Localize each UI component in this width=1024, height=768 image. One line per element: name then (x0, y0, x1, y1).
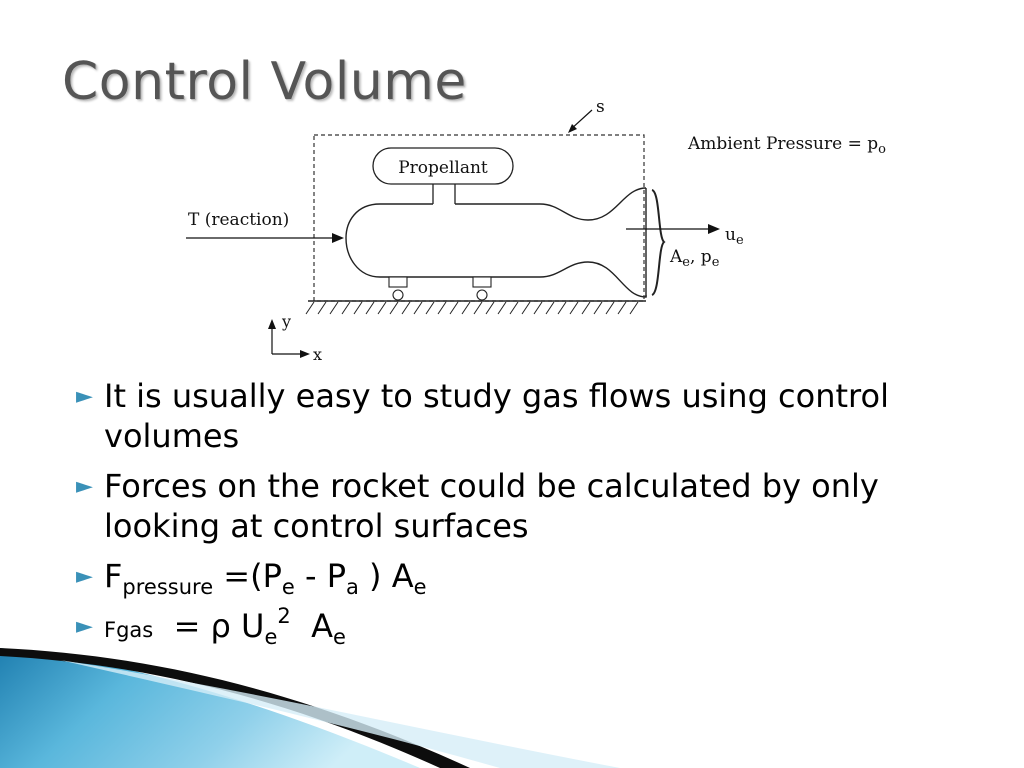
bullet-item (72, 466, 972, 546)
bullet-list (72, 376, 972, 660)
propellant-label: Propellant (398, 158, 488, 178)
feed-line (433, 184, 455, 204)
surface-label: s (596, 97, 605, 117)
support-right (473, 277, 491, 287)
axis-x-label: x (313, 345, 323, 364)
axis-x-head (300, 350, 310, 358)
bullet-item (72, 376, 972, 456)
control-volume-diagram (168, 92, 928, 367)
wheel-left (393, 290, 403, 300)
gas-force-formula: Fgas = ρ $U_e^2$ $A_e$ (104, 604, 346, 649)
bullet-arrow-icon: ► (76, 384, 93, 409)
exit-velocity-arrow-head (708, 224, 720, 234)
bullet-arrow-icon: ► (76, 474, 93, 499)
bullet-text: Forces on the rocket could be calculated by only looking at control surfaces (104, 467, 879, 545)
exit-velocity-label: $u_e$ (725, 225, 744, 248)
bullet-arrow-icon: ► (76, 564, 93, 589)
exit-area-pressure-label: $A_e$, $p_e$ (670, 247, 720, 270)
page-title: Control Volume (62, 52, 467, 112)
bullet-arrow-icon: ► (76, 614, 93, 639)
pressure-force-formula: $F_{pressure} =(P_e - P_a$ ) $A_e$ (104, 557, 427, 599)
bullet-item-formula-pressure (72, 556, 972, 599)
ambient-pressure-label: Ambient Pressure = $p_o$ (688, 134, 886, 157)
thrust-arrow-head (332, 233, 344, 243)
axis-y-label: y (282, 312, 292, 331)
wheel-right (477, 290, 487, 300)
thrust-label: T (reaction) (188, 210, 290, 230)
axis-y-head (268, 319, 276, 329)
bullet-item-formula-gas (72, 606, 972, 650)
ground-hatching (306, 302, 638, 314)
support-left (389, 277, 407, 287)
exit-brace (652, 190, 664, 295)
bullet-text: It is usually easy to study gas flows using control volumes (104, 377, 889, 455)
